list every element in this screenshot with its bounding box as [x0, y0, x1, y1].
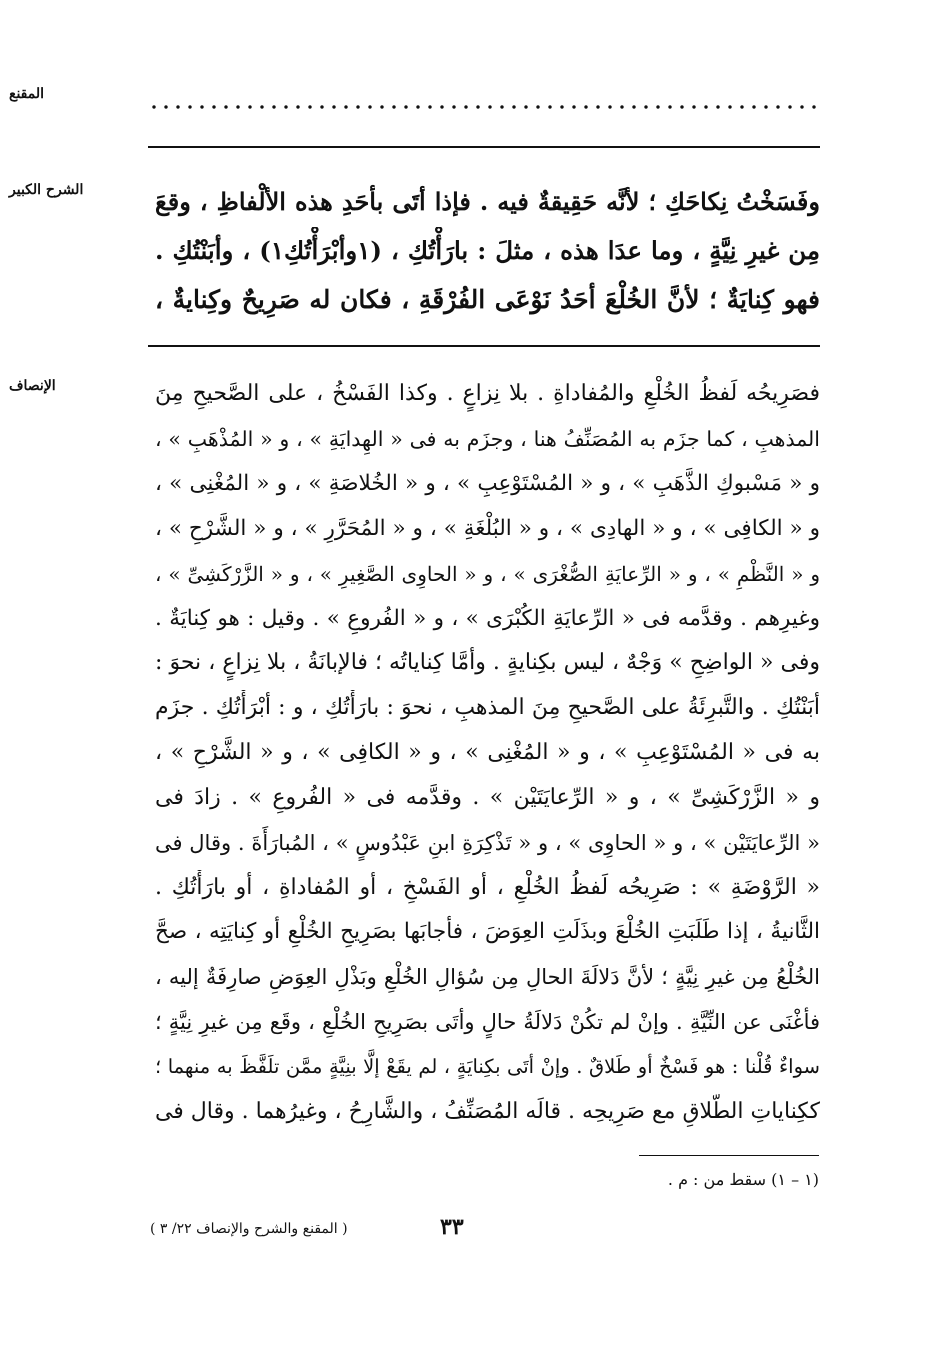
insaf-line: و « الزَّرْكَشِىِّ » ، و « الرِّعايَتَيْن » . وقدَّمه فى « الفُروعِ » . زادَ فى: [155, 785, 820, 810]
insaf-line: الثَّانيةُ ، إذا طَلَبَتِ الخُلْعَ وبذَلَتِ العِوَضَ ، فأجابَها بصَرِيحِ الخُلْعِ أو كِنايَتِه ، صحَّ: [155, 919, 820, 944]
top-rule: [148, 146, 820, 148]
insaf-line: وفى « الواضِحِ » وَجْهٌ ، ليس بكِنايةٍ . وأمَّا كِناياتُه ؛ فالإبانَةُ ، بلا نِزاعٍ ، نحوَ :: [155, 650, 820, 675]
insaf-line: و « الكافِى » ، و « الهادِى » ، و « البُلْغَةِ » ، و « المُحَرَّرِ » ، و « الشَّرْحِ » ،: [155, 516, 820, 541]
printer-signature: ( المقنع والشرح والإنصاف ٢٢/ ٣ ): [150, 1221, 348, 1237]
insaf-line: الخُلْعُ مِن غيرِ نِيَّةٍ ؛ لأنَّ دَلالَةَ الحالِ مِن سُؤالِ الخُلْعِ وبَذْلِ العِوَضِ صارِفَةٌ إليه ،: [155, 965, 820, 989]
insaf-line: أبَنْتُكِ . والتَّبرِئَةُ على الصَّحيحِ مِنَ المذهبِ ، نحوَ : بارَأْتُكِ ، و : أبْرَأْتُكِ . جزَم: [155, 695, 820, 720]
insaf-line: وغيرِهم . وقدَّمه فى « الرِّعايَةِ الكُبْرَى » ، و « الفُروعِ » . وقيل : هو كِنايَةٌ .: [155, 606, 820, 631]
insaf-line: ككِناياتِ الطَّلاقِ مع صَرِيحِه . قالَه المُصَنِّفُ ، والشَّارِحُ ، وغيرُهما . وقال فى: [155, 1099, 820, 1124]
insaf-line: و « النَّظْمِ » ، و « الرِّعايَةِ الصُّغْرَى » ، و « الحاوِى الصَّغِيرِ » ، و « الزَّرْكَشِىِّ » ،: [155, 562, 820, 586]
insaf-line: به فى « المُسْتَوْعِبِ » ، و « المُغْنِى » ، و « الكافِى » ، و « الشَّرْحِ » ،: [155, 740, 820, 765]
header-dotted-rule: [148, 104, 818, 110]
insaf-line: « الرَّوْضَةِ » : صَرِيحُه لَفظُ الخُلْعِ ، أو الفَسْخِ ، أو المُفاداةِ ، أو بارَأْتُكِ .: [155, 875, 820, 900]
sharh-line: فهو كِنايَةٌ ؛ لأنَّ الخُلْعَ أحَدُ نَوْعَى الفُرْقَةِ ، فكان له صَرِيحٌ وكِنايةٌ ،: [155, 285, 820, 314]
insaf-line: المذهبِ ، كما جزَم به المُصَنِّفُ هنا ، وجزَم به فى « الهِدايَةِ » ، و « المُذْهَبِ » ،: [155, 427, 820, 451]
insaf-line: سواءٌ قُلْنا : هو فَسْخٌ أو طَلاقٌ . وإنْ أتَى بكِنايَةٍ ، لم يقَعْ إلَّا بنِيَّةٍ ممَّن تلَفَّظَ به منهما ؛: [155, 1055, 820, 1078]
sharh-label: الشرح الكبير: [9, 182, 84, 198]
middle-rule: [148, 345, 820, 347]
footnote-rule: [639, 1155, 819, 1156]
page-number: ٣٣: [440, 1214, 464, 1240]
footnote: (١ – ١) سقط من : م .: [667, 1170, 819, 1189]
header-book-label: المقنع: [9, 86, 45, 102]
insaf-line: « الرِّعايَتَيْن » ، و « الحاوِى » ، و « تَذْكِرَةِ ابنِ عَبْدُوسٍ » ، المُبارَأَةَ . وقال فى: [155, 831, 820, 855]
sharh-line: مِن غيرِ نِيَّةٍ ، وما عدَا هذه ، مثلَ : بارَأْتُكِ ، (١وأبْرَأْتُكِ١) ، وأبَنْتُكِ .: [155, 236, 820, 265]
insaf-label: الإنصاف: [9, 378, 56, 394]
insaf-line: فصَرِيحُه لَفظُ الخُلْعِ والمُفاداةِ . بلا نِزاعٍ . وكذا الفَسْخُ ، على الصَّحيحِ مِنَ: [155, 381, 820, 406]
insaf-line: و « مَسْبوكِ الذَّهَبِ » ، و « المُسْتَوْعِبِ » ، و « الخُلاصَةِ » ، و « المُغْنِى » ،: [155, 471, 820, 496]
sharh-line: وفَسَخْتُ نِكاحَكِ ؛ لأنَّه حَقِيقةٌ فيه . فإذا أتَى بأحَدِ هذه الألْفاظِ ، وقعَ: [155, 187, 820, 216]
insaf-line: فأغْنَى عن النِّيَّةِ . وإنْ لم تكُنْ دَلالَةُ حالٍ وأتَى بصَرِيحِ الخُلْعِ ، وقَع مِن غيرِ نِيَّةٍ ؛: [155, 1010, 820, 1034]
